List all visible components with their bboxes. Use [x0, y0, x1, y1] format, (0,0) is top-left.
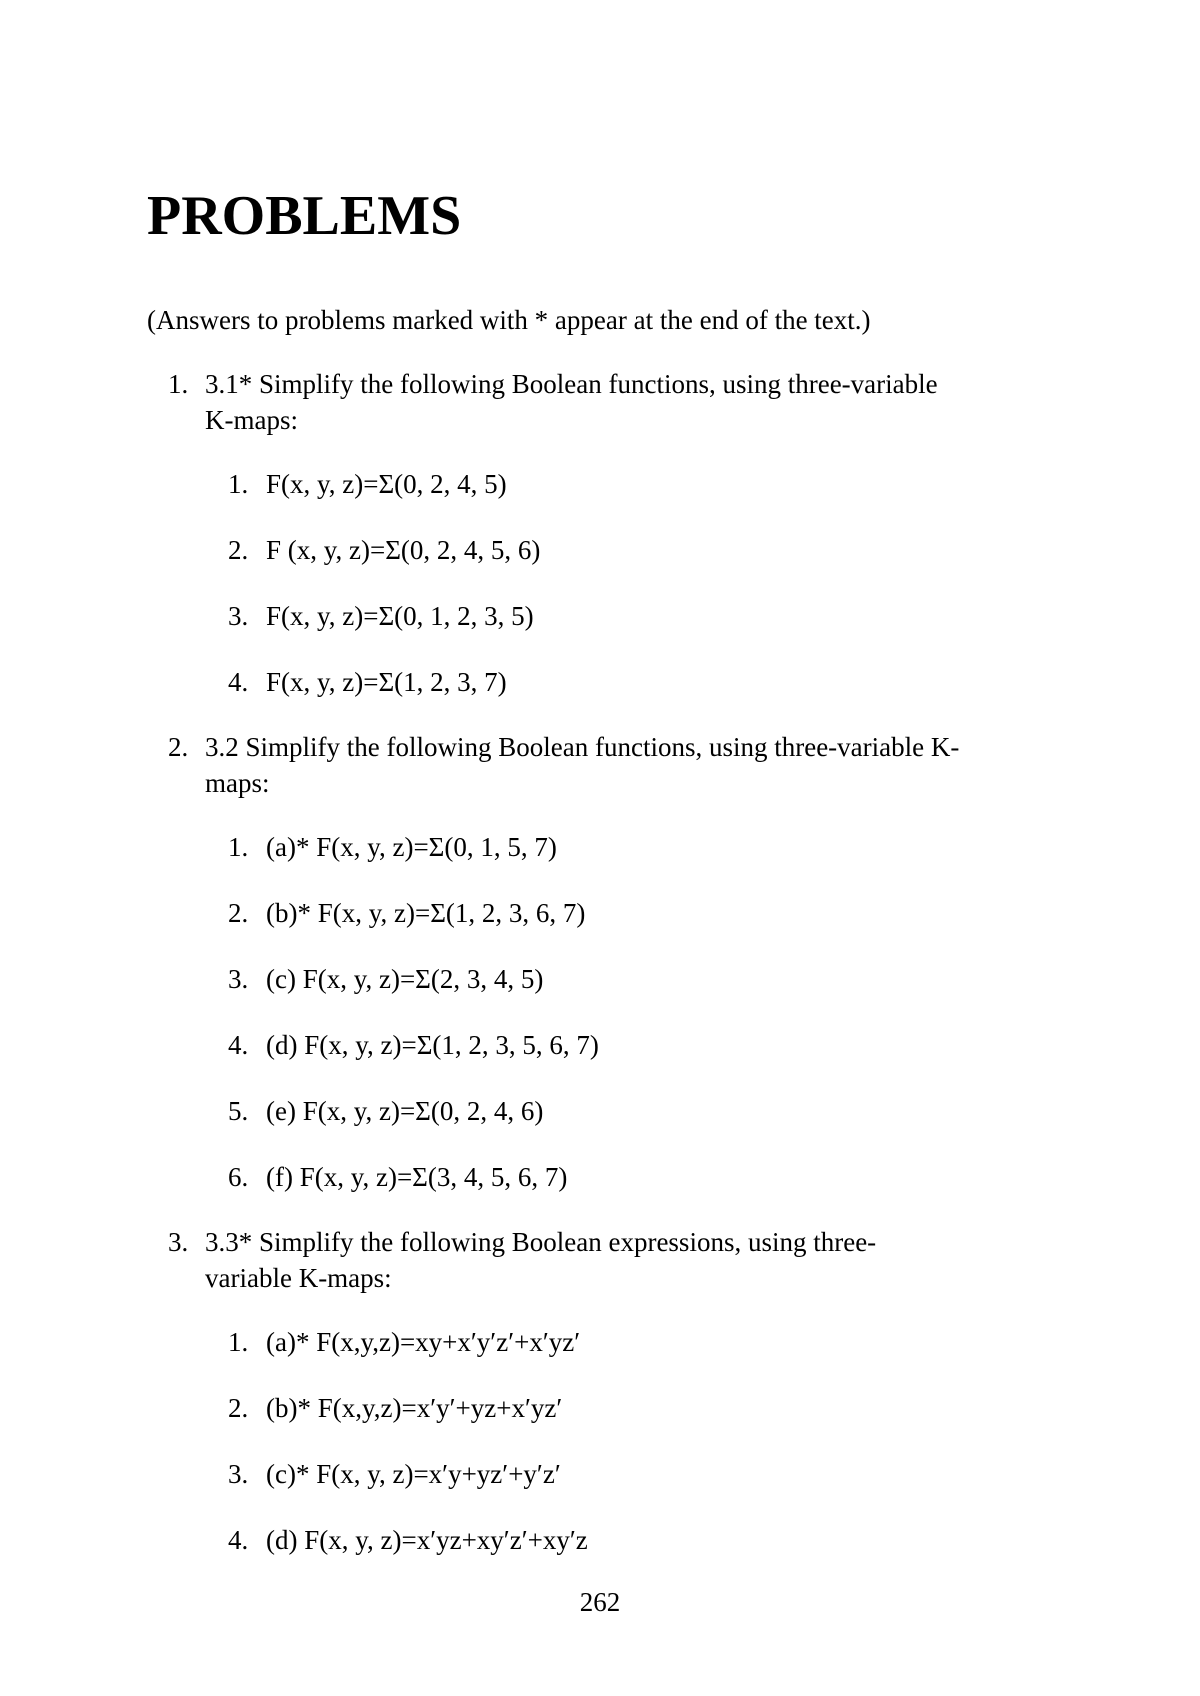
- item-number: 3.: [228, 601, 249, 631]
- item-number: 2.: [228, 1393, 249, 1423]
- expression-item: (b)* F(x,y,z)=x′y′+yz+x′yz′: [266, 1393, 563, 1423]
- item-number: 1.: [228, 832, 249, 862]
- page-title: PROBLEMS: [147, 185, 462, 247]
- function-item: (e) F(x, y, z)=Σ(0, 2, 4, 6): [266, 1096, 544, 1126]
- item-number: 4.: [228, 1030, 249, 1060]
- item-number: 3.: [228, 964, 249, 994]
- item-number: 5.: [228, 1096, 249, 1126]
- item-number: 1.: [228, 1327, 249, 1357]
- function-item: (a)* F(x, y, z)=Σ(0, 1, 5, 7): [266, 832, 557, 862]
- expression-item: (c)* F(x, y, z)=x′y+yz′+y′z′: [266, 1459, 561, 1489]
- intro-note: (Answers to problems marked with * appear at the end of the text.): [147, 305, 871, 335]
- function-item: F(x, y, z)=Σ(0, 1, 2, 3, 5): [266, 601, 534, 631]
- problem-number: 2.: [168, 732, 189, 762]
- problem-statement-continued: variable K-maps:: [205, 1263, 392, 1293]
- item-number: 2.: [228, 898, 249, 928]
- item-number: 1.: [228, 469, 249, 499]
- expression-item: (a)* F(x,y,z)=xy+x′y′z′+x′yz′: [266, 1327, 581, 1357]
- problem-number: 3.: [168, 1227, 189, 1257]
- problem-statement: 3.1* Simplify the following Boolean functions, using three-variable: [205, 369, 938, 399]
- function-item: F(x, y, z)=Σ(0, 2, 4, 5): [266, 469, 507, 499]
- problem-statement: 3.2 Simplify the following Boolean functions, using three-variable K-: [205, 732, 960, 762]
- function-item: (f) F(x, y, z)=Σ(3, 4, 5, 6, 7): [266, 1162, 568, 1192]
- function-item: (c) F(x, y, z)=Σ(2, 3, 4, 5): [266, 964, 544, 994]
- function-item: (d) F(x, y, z)=Σ(1, 2, 3, 5, 6, 7): [266, 1030, 599, 1060]
- problem-number: 1.: [168, 369, 189, 399]
- item-number: 4.: [228, 1525, 249, 1555]
- page-number: 262: [579, 1587, 621, 1617]
- expression-item: (d) F(x, y, z)=x′yz+xy′z′+xy′z: [266, 1525, 588, 1555]
- function-item: F (x, y, z)=Σ(0, 2, 4, 5, 6): [266, 535, 541, 565]
- item-number: 2.: [228, 535, 249, 565]
- problem-statement-continued: K-maps:: [205, 405, 298, 435]
- function-item: F(x, y, z)=Σ(1, 2, 3, 7): [266, 667, 507, 697]
- function-item: (b)* F(x, y, z)=Σ(1, 2, 3, 6, 7): [266, 898, 586, 928]
- item-number: 6.: [228, 1162, 249, 1192]
- problem-statement-continued: maps:: [205, 768, 270, 798]
- item-number: 4.: [228, 667, 249, 697]
- item-number: 3.: [228, 1459, 249, 1489]
- problem-statement: 3.3* Simplify the following Boolean expressions, using three-: [205, 1227, 877, 1257]
